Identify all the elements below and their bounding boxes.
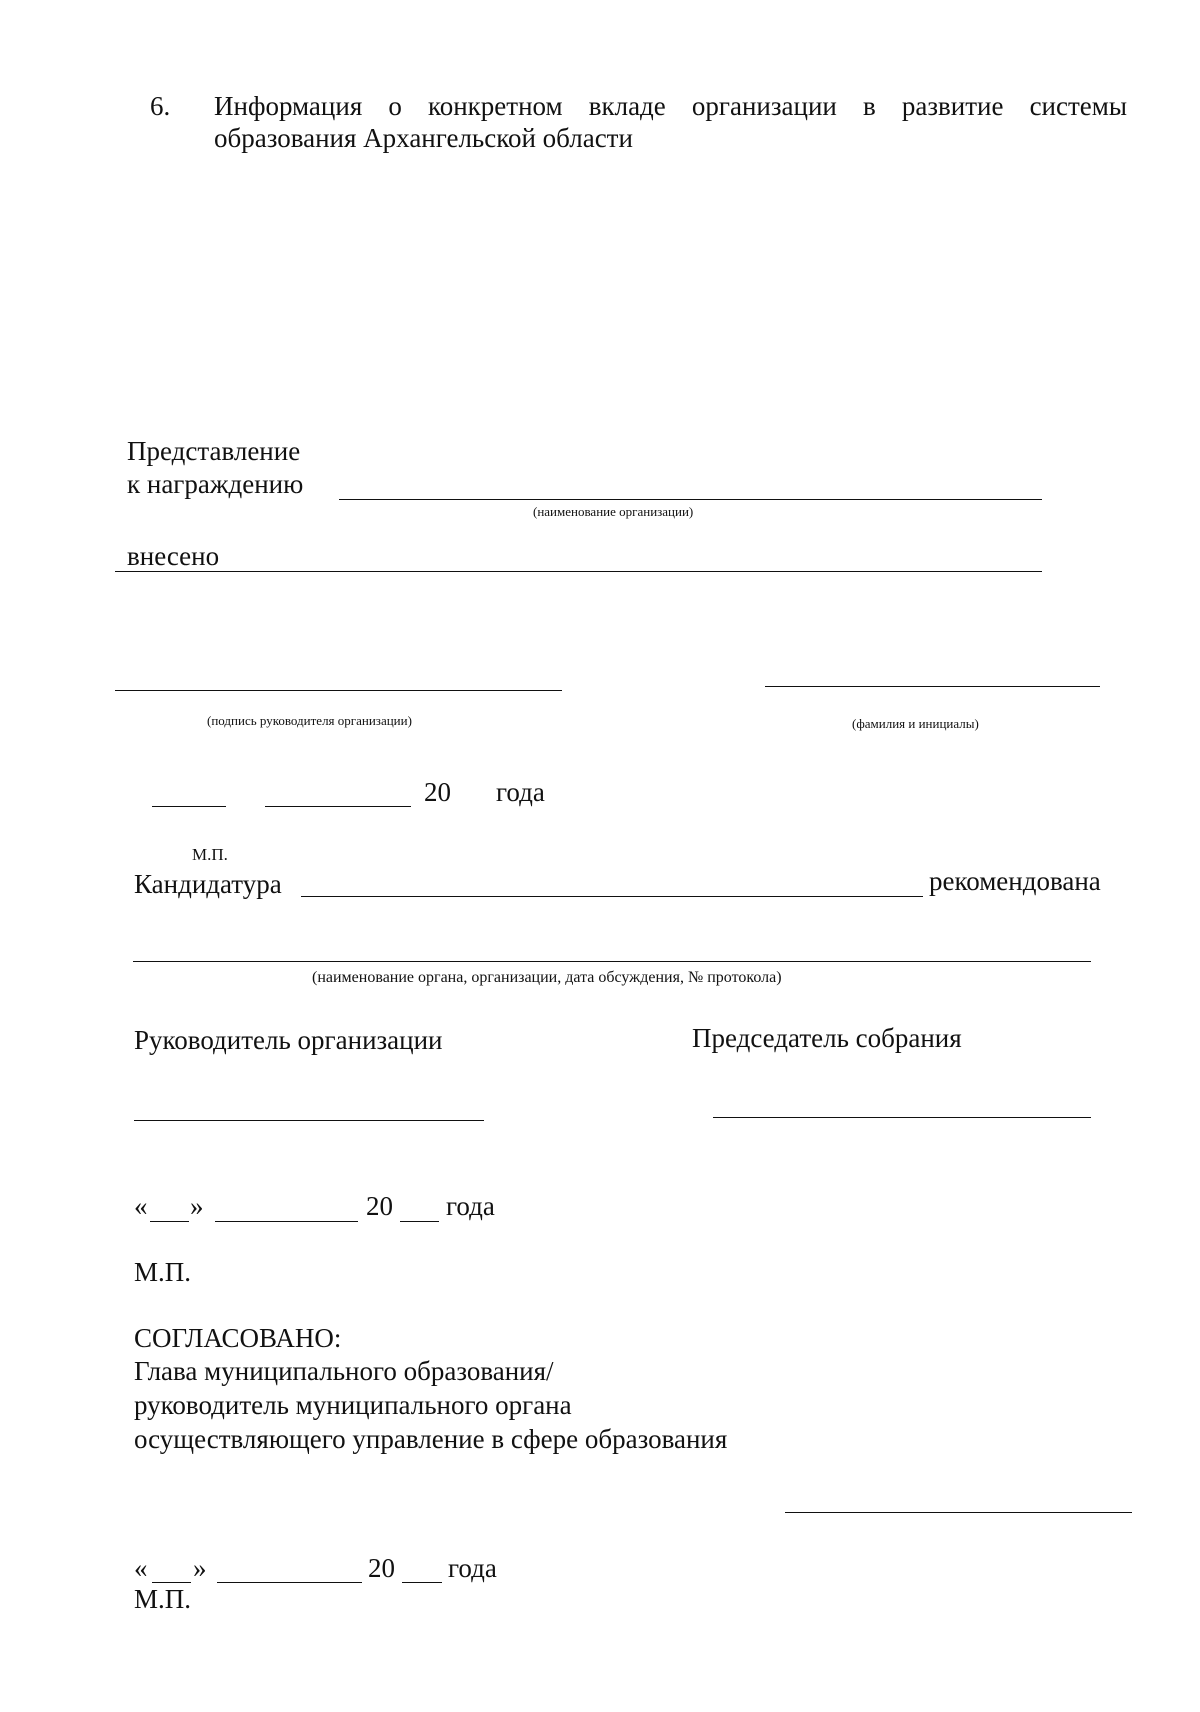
section-number: 6.: [150, 91, 171, 121]
head-name-caption: (фамилия и инициалы): [852, 716, 979, 731]
presentation-label-line1: Представление: [127, 436, 301, 466]
approval-year-digits-line[interactable]: [402, 1582, 442, 1583]
chairman-label: Председатель собрания: [692, 1023, 962, 1053]
year-prefix-2: 20: [366, 1191, 393, 1221]
approval-line3: осуществляющего управление в сфере образования: [134, 1424, 728, 1454]
head-signature-caption: (подпись руководителя организации): [207, 713, 412, 728]
organization-name-line[interactable]: [339, 499, 1042, 500]
organization-name-caption: (наименование организации): [533, 504, 694, 519]
approval-month-line[interactable]: [217, 1582, 362, 1583]
approval-quote-close: »: [193, 1553, 207, 1583]
presentation-label-line2: к награждению: [127, 469, 304, 499]
stamp-mark-2: М.П.: [134, 1257, 192, 1287]
org-head-label: Руководитель организации: [134, 1025, 443, 1055]
date-day-line-2[interactable]: [150, 1221, 189, 1222]
submitted-by-line[interactable]: [115, 571, 1042, 572]
submitted-label: внесено: [127, 541, 220, 571]
date-day-line[interactable]: [152, 806, 226, 807]
approval-year-prefix: 20: [368, 1553, 395, 1583]
date-quote-close: »: [190, 1191, 204, 1221]
head-signature-line[interactable]: [115, 690, 562, 691]
recommending-body-caption: (наименование органа, организации, дата обсуждения, № протокола): [312, 969, 782, 986]
section-heading: Информация о конкретном вкладе организации в развитие системы образования Архангельской области: [214, 91, 1127, 153]
date-month-line[interactable]: [265, 806, 411, 807]
candidacy-label: Кандидатура: [134, 869, 282, 899]
date-month-line-2[interactable]: [215, 1221, 358, 1222]
year-prefix: 20: [424, 777, 451, 807]
approval-year-suffix: года: [448, 1553, 497, 1583]
approval-line1: Глава муниципального образования/: [134, 1356, 554, 1386]
year-suffix: года: [496, 777, 545, 807]
recommending-body-line[interactable]: [133, 961, 1091, 962]
year-digits-line-2[interactable]: [400, 1221, 439, 1222]
chairman-signature-line[interactable]: [713, 1117, 1091, 1118]
date-quote-open: «: [134, 1191, 148, 1221]
stamp-mark: М.П.: [192, 845, 228, 864]
approval-stamp-mark: М.П.: [134, 1584, 192, 1614]
approval-signature-line[interactable]: [785, 1512, 1132, 1513]
approval-quote-open: «: [134, 1553, 148, 1583]
candidacy-name-line[interactable]: [301, 896, 923, 897]
approval-line2: руководитель муниципального органа: [134, 1390, 572, 1420]
recommended-label: рекомендована: [929, 866, 1101, 896]
approval-title: СОГЛАСОВАНО:: [134, 1323, 342, 1353]
year-suffix-2: года: [446, 1191, 495, 1221]
org-head-signature-line[interactable]: [134, 1120, 484, 1121]
head-name-line[interactable]: [765, 686, 1100, 687]
